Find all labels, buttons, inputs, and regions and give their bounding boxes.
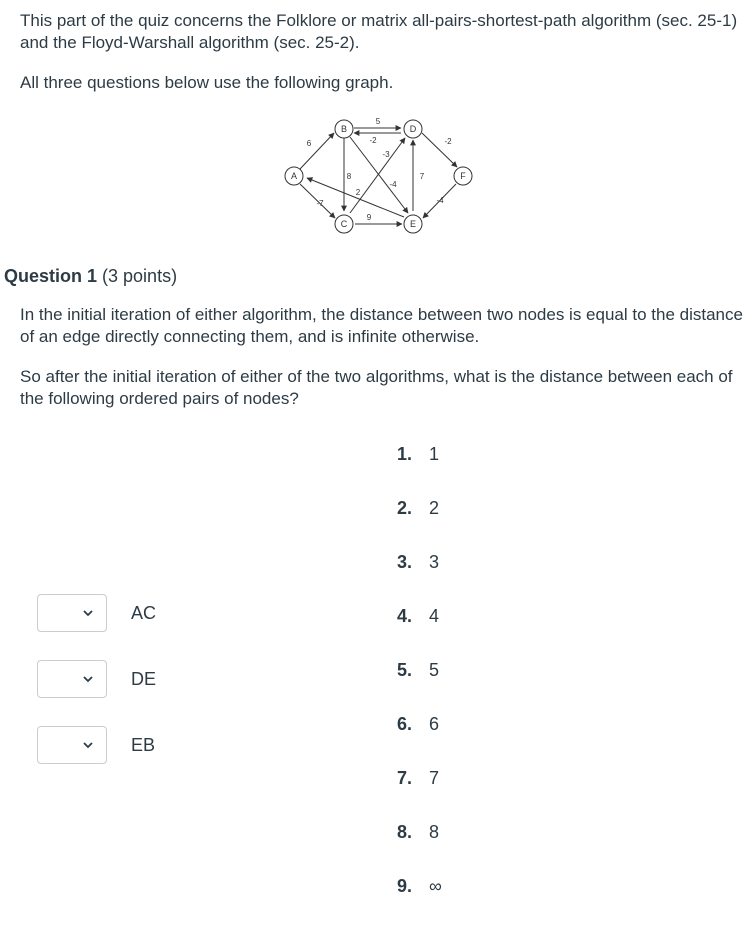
graph-node-f [454,167,472,185]
option-text: 8 [429,822,440,842]
option-item: 7. 7 [397,768,440,788]
answer-select-de[interactable] [37,660,107,698]
edge-label: -3 [382,150,390,159]
edge-label: 8 [346,172,352,181]
svg-text:B: B [340,124,348,134]
edge-label: -4 [436,196,444,205]
pair-row-de [37,660,156,698]
option-item: 5. 5 [397,660,440,680]
pair-label-ac: AC [131,602,157,623]
option-text: 3 [429,552,440,572]
graph-figure [280,113,480,238]
question-paragraph-1: In the initial iteration of either algorithm, the distance between two nodes is equal to the distance of an edge directly connecting them, and is infinite otherwise. [20,305,743,346]
edge-label: -2 [369,136,377,145]
option-text: 2 [429,498,440,518]
option-item: 6. 6 [397,714,440,734]
option-text: 7 [429,768,440,788]
answer-select-eb[interactable] [37,726,107,764]
question-points: (3 points) [102,266,178,286]
option-text: 5 [429,660,440,680]
intro-paragraph-1: This part of the quiz concerns the Folklore or matrix all-pairs-shortest-path algorithm (sec. 25-1) and the Floyd-Warshall algorithm (sec. 25-2). [20,11,738,52]
option-text: 1 [429,444,440,464]
svg-text:C: C [340,219,348,229]
graph-node-a [285,167,303,185]
answer-select-ac[interactable] [37,594,107,632]
option-item: 3. 3 [397,552,440,572]
graph-node-c [335,215,353,233]
svg-text:E: E [409,219,417,229]
option-item: 1. 1 [397,444,440,464]
pair-row-ac [37,594,156,632]
option-text: 6 [429,714,440,734]
edge-label: -7 [316,199,324,208]
option-item: 9. ∞ [397,876,442,896]
question-paragraph-2: So after the initial iteration of either of the two algorithms, what is the distance between each of the following ordered pairs of nodes? [20,367,733,408]
edge-d-f [422,133,457,167]
graph-node-e [404,215,422,233]
svg-text:A: A [290,171,298,181]
option-item: 4. 4 [397,606,440,626]
pair-label-eb: EB [131,734,156,755]
question-number: Question 1 [4,266,98,286]
option-text: ∞ [429,876,442,896]
option-item: 8. 8 [397,822,440,842]
graph-node-b [335,120,353,138]
intro-paragraph-2: All three questions below use the following graph. [20,73,394,92]
graph-node-d [404,120,422,138]
edge-label: 6 [306,139,312,148]
edge-a-b [300,133,334,169]
edge-label: 5 [375,117,381,126]
option-item: 2. 2 [397,498,440,518]
answer-options-list [397,444,442,930]
edge-label: 9 [366,213,372,222]
edge-label: -4 [389,180,397,189]
chevron-down-icon [82,737,94,753]
svg-text:D: D [409,124,417,134]
pair-label-de: DE [131,668,157,689]
edge-c-d [350,138,405,213]
svg-text:F: F [460,171,466,181]
chevron-down-icon [82,605,94,621]
chevron-down-icon [82,671,94,687]
question-body [20,304,745,428]
edge-label: -2 [444,137,452,146]
pair-row-eb [37,726,155,764]
question-title [4,266,177,287]
edge-label: 2 [355,188,361,197]
option-text: 4 [429,606,440,626]
quiz-intro [20,10,745,112]
edge-label: 7 [419,172,425,181]
